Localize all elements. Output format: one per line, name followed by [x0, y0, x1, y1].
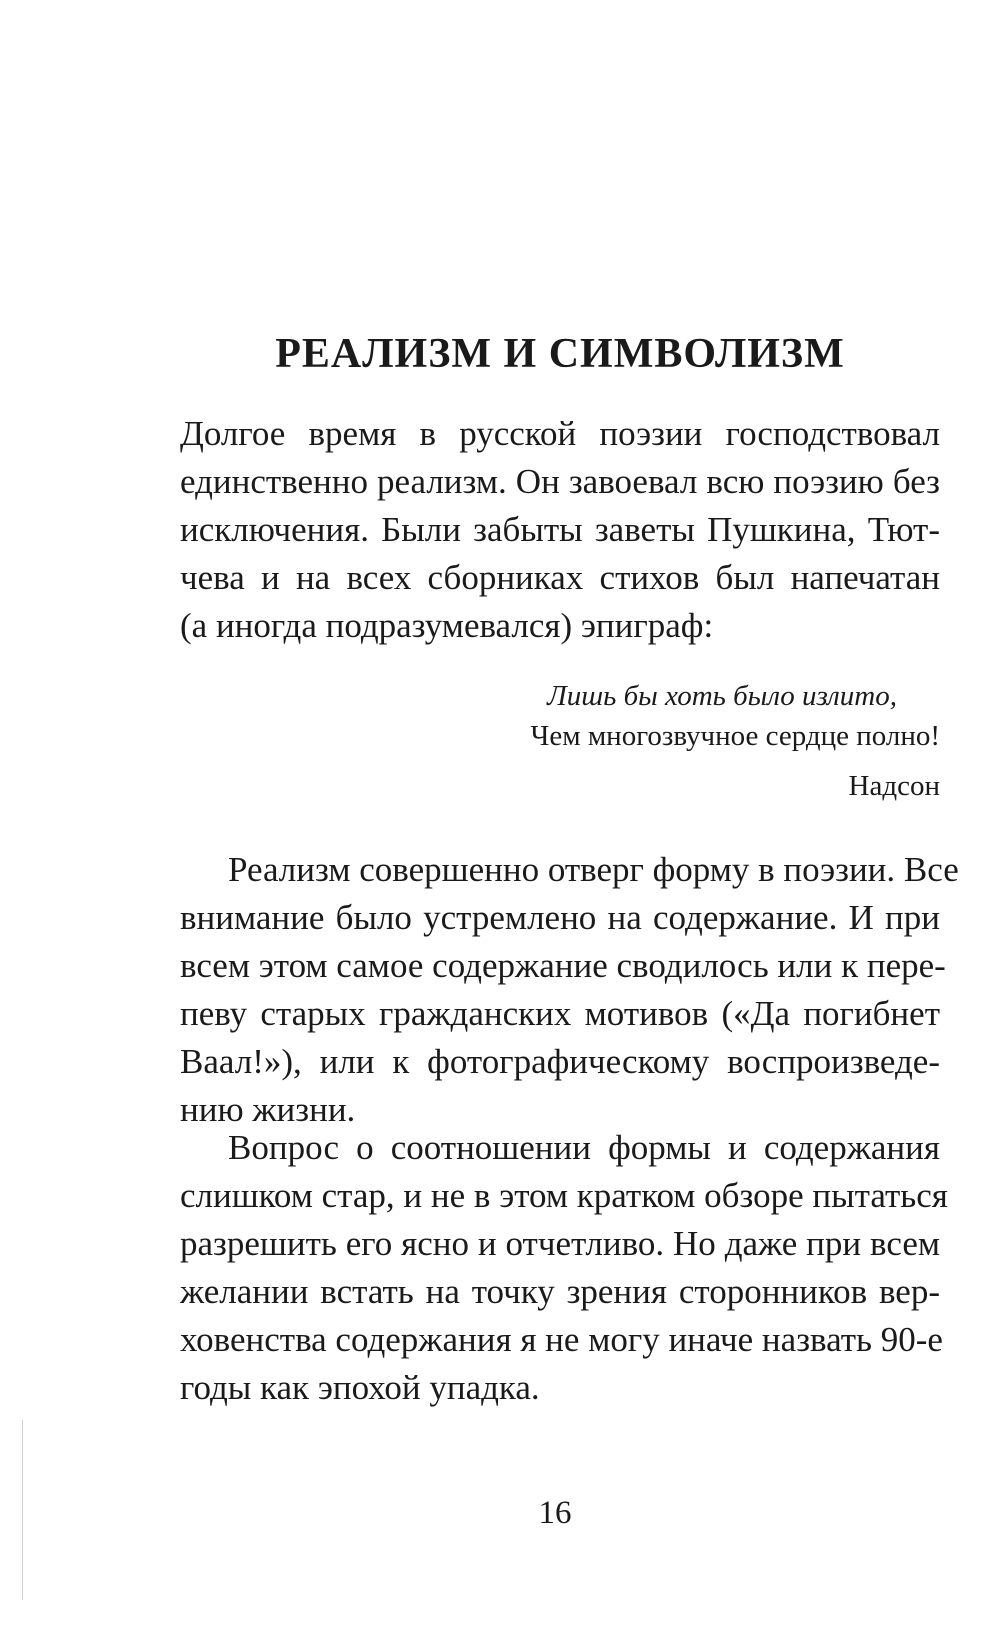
page-number: 16 [538, 1495, 572, 1531]
text-line: исключения. Были забыты заветы Пушкина, Тют- [180, 510, 940, 549]
text-line: слишком стар, и не в этом кратком обзоре пытаться [180, 1176, 948, 1215]
paragraph-2 [180, 846, 959, 1134]
text-line: (а иногда подразумевался) эпиграф: [180, 606, 714, 645]
epigraph-author: Надсон [848, 770, 940, 802]
epigraph [180, 676, 940, 810]
text-line: годы как эпохой упадка. [180, 1368, 540, 1407]
text-line: разрешить его ясно и отчетливо. Но даже при всем [180, 1224, 940, 1263]
text-line: чева и на всех сборниках стихов был напечатан [180, 558, 940, 597]
text-line: Реализм совершенно отверг форму в поэзии. Все [228, 850, 959, 889]
text-line: певу старых гражданских мотивов («Да погибнет [180, 994, 940, 1033]
text-line: единственно реализм. Он завоевал всю поэзию без [180, 462, 940, 501]
text-line: Ваал!»), или к фотографическому воспроизведе- [180, 1042, 940, 1081]
text-line: желании встать на точку зрения сторонников вер- [180, 1272, 940, 1311]
text-line: нию жизни. [180, 1090, 356, 1129]
scan-margin-line [22, 1420, 23, 1600]
text-line: всем этом самое содержание сводилось или к пере- [180, 946, 946, 985]
epigraph-line-1: Лишь бы хоть было излито, [547, 680, 897, 712]
paragraph-3 [180, 1124, 948, 1412]
text-line: Долгое время в русской поэзии господствовал [180, 414, 940, 453]
paragraph-1 [180, 410, 940, 650]
epigraph-line-2: Чем многозвучное сердце полно! [530, 720, 940, 752]
text-line: Вопрос о соотношении формы и содержания [228, 1128, 940, 1167]
text-line: внимание было устремлено на содержание. И при [180, 898, 940, 937]
chapter-heading: РЕАЛИЗМ И СИМВОЛИЗМ [275, 331, 845, 377]
text-line: ховенства содержания я не могу иначе назвать 90-е [180, 1320, 943, 1359]
